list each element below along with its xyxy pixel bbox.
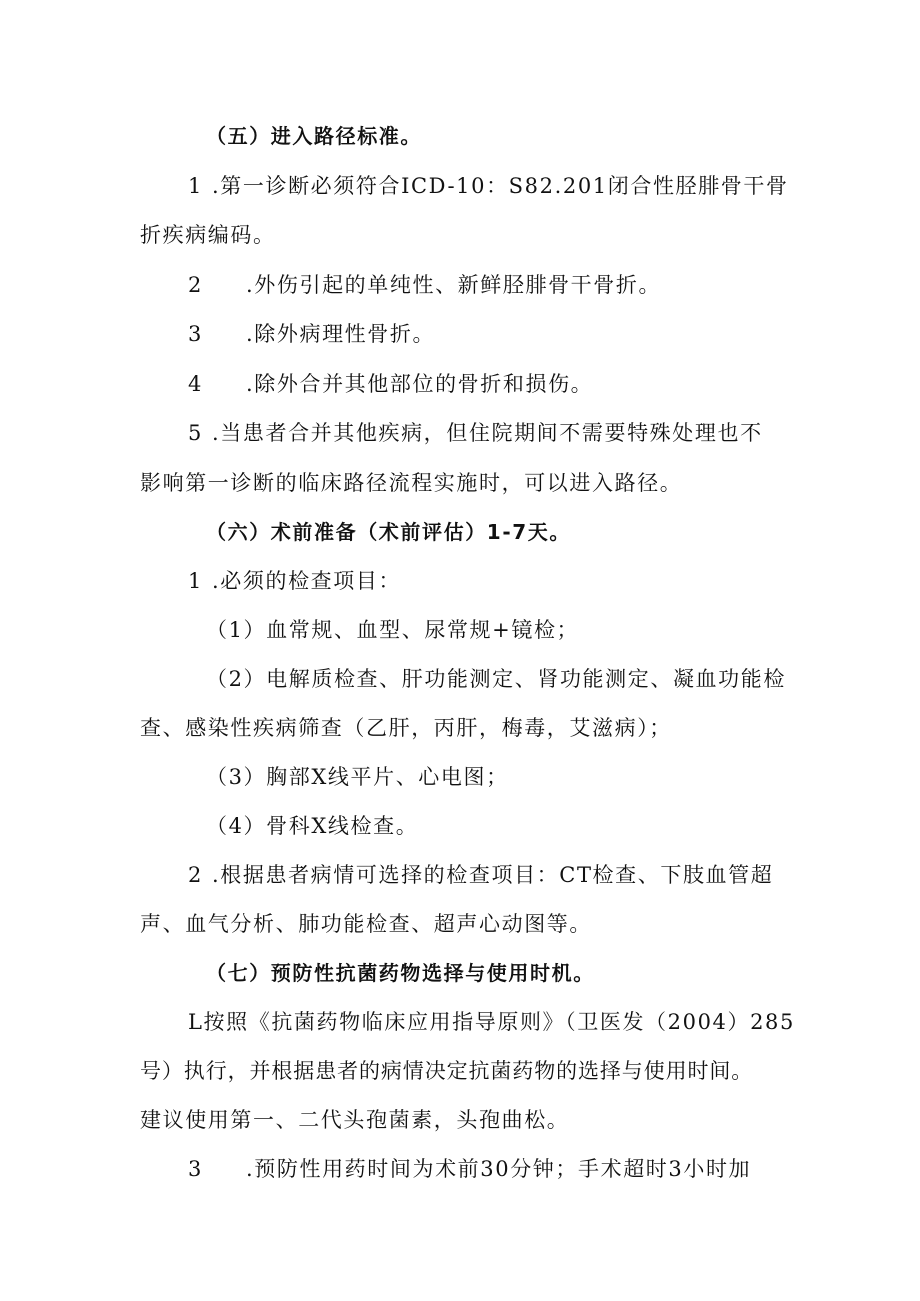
section-five-item-3 — [188, 320, 435, 348]
item-number: 1 — [188, 569, 203, 593]
item-number: 2 — [188, 863, 203, 887]
section-five-item-2 — [188, 271, 661, 299]
item-text: .预防性用药时间为术前30分钟；手术超时3小时加 — [246, 1157, 752, 1181]
section-seven-item-3 — [188, 1155, 751, 1183]
item-text: .除外合并其他部位的骨折和损伤。 — [246, 372, 594, 396]
item-text: .当患者合并其他疾病，但住院期间不需要特殊处理也不 — [212, 421, 763, 445]
section-five-item-1 — [188, 172, 789, 200]
item-text: .根据患者病情可选择的检查项目：CT检查、下肢血管超 — [212, 863, 774, 887]
item-text: .必须的检查项目： — [212, 569, 402, 593]
item-number: 3 — [188, 1157, 203, 1181]
section-seven-item-l: L按照《抗菌药物临床应用指导原则》（卫医发（2004）285 — [188, 1010, 795, 1034]
section-six-sub-2: （2）电解质检查、肝功能测定、肾功能测定、凝血功能检 — [206, 667, 786, 691]
section-five-item-4 — [188, 370, 593, 398]
section-six-sub-1: （1）血常规、血型、尿常规+镜检； — [206, 618, 580, 642]
section-six-sub-3: （3）胸部X线平片、心电图； — [206, 765, 509, 789]
section-six-sub-4: （4）骨科X线检查。 — [206, 814, 419, 838]
section-seven-item-l-cont-1: 号）执行，并根据患者的病情决定抗菌药物的选择与使用时间。 — [140, 1059, 754, 1083]
section-five-item-1-cont: 折疾病编码。 — [140, 223, 276, 247]
item-text: .外伤引起的单纯性、新鲜胫腓骨干骨折。 — [246, 273, 662, 297]
item-number: 5 — [188, 421, 203, 445]
section-five-item-5 — [188, 419, 763, 447]
item-text: .第一诊断必须符合ICD-10：S82.201闭合性胫腓骨干骨 — [212, 174, 789, 198]
item-text: .除外病理性骨折。 — [246, 322, 436, 346]
item-number: 4 — [188, 372, 203, 396]
section-six-heading: （六）术前准备（术前评估）1-7天。 — [206, 520, 571, 544]
section-five-heading: （五）进入路径标准。 — [206, 124, 422, 148]
section-seven-item-l-cont-2: 建议使用第一、二代头孢菌素，头孢曲松。 — [140, 1108, 570, 1132]
section-six-item-1 — [188, 567, 401, 595]
section-six-item-2-cont: 声、血气分析、肺功能检查、超声心动图等。 — [140, 912, 592, 936]
item-number: 1 — [188, 174, 203, 198]
section-seven-heading: （七）预防性抗菌药物选择与使用时机。 — [206, 961, 595, 985]
item-number: 2 — [188, 273, 203, 297]
section-five-item-5-cont: 影响第一诊断的临床路径流程实施时，可以进入路径。 — [140, 471, 683, 495]
item-number: 3 — [188, 322, 203, 346]
section-six-item-2 — [188, 861, 773, 889]
section-six-sub-2-cont: 查、感染性疾病筛查（乙肝，丙肝，梅毒，艾滋病）； — [140, 716, 672, 740]
